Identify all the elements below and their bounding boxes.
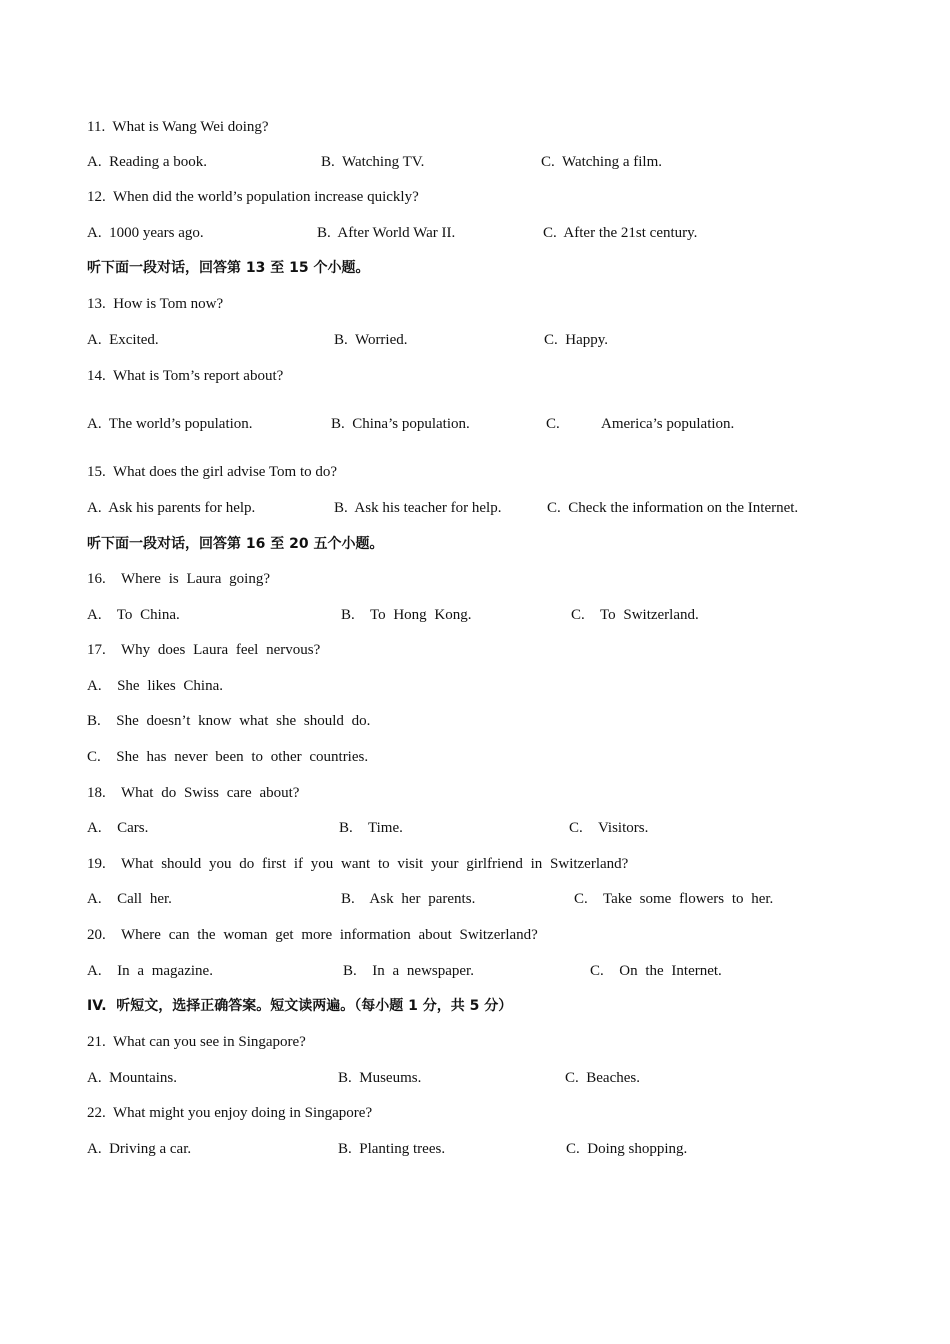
option-b: B. Time. [339,820,403,836]
option-a: A. Reading a book. [87,154,207,170]
option-b: B. To Hong Kong. [341,607,472,623]
option-c: C. After the 21st century. [543,225,698,241]
option-a: A. In a magazine. [87,963,213,979]
question-stem: 15. What does the girl advise Tom to do? [87,464,338,480]
option-a: A. Ask his parents for help. [87,500,256,516]
option-b: B. Ask her parents. [341,891,476,907]
option-b: B. In a newspaper. [343,963,474,979]
section-heading: 听下面一段对话，回答第 13 至 15 个小题。 [87,260,370,276]
option-a: A. Excited. [87,332,159,348]
question-stem: 13. How is Tom now? [87,296,224,312]
option-a: A. 1000 years ago. [87,225,204,241]
question-stem: 20. Where can the woman get more information about Switzerland? [87,927,538,943]
option-b: B. Ask his teacher for help. [334,500,502,516]
option-a: A. She likes China. [87,678,223,694]
option-c: C. To Switzerland. [571,607,699,623]
option-c: C. Doing shopping. [566,1141,688,1157]
option-c-text: America’s population. [601,416,735,432]
option-b: B. After World War II. [317,225,456,241]
option-a: A. Cars. [87,820,149,836]
option-a: A. Call her. [87,891,172,907]
option-a: A. The world’s population. [87,416,253,432]
option-b: B. Museums. [338,1070,422,1086]
option-c: C. Check the information on the Internet. [547,500,799,516]
option-c: C. Watching a film. [541,154,662,170]
question-stem: 14. What is Tom’s report about? [87,368,284,384]
section-heading: IV. 听短文，选择正确答案。短文读两遍。（每小题 1 分，共 5 分） [87,998,513,1014]
option-a: A. Mountains. [87,1070,177,1086]
option-b: B. China’s population. [331,416,470,432]
option-c: C. Happy. [544,332,609,348]
question-stem: 12. When did the world’s population increase quickly? [87,189,419,205]
option-b: B. Planting trees. [338,1141,446,1157]
option-c: C. Beaches. [565,1070,640,1086]
option-c: C. She has never been to other countries. [87,749,369,765]
question-stem: 18. What do Swiss care about? [87,785,300,801]
option-c: C. Take some flowers to her. [574,891,774,907]
question-stem: 21. What can you see in Singapore? [87,1034,306,1050]
section-heading: 听下面一段对话，回答第 16 至 20 五个小题。 [87,536,384,552]
option-a: A. To China. [87,607,180,623]
question-stem: 17. Why does Laura feel nervous? [87,642,321,658]
option-b: B. Watching TV. [321,154,425,170]
question-stem: 19. What should you do first if you want to visit your girlfriend in Switzerland? [87,856,629,872]
question-stem: 22. What might you enjoy doing in Singapore? [87,1105,373,1121]
question-stem: 16. Where is Laura going? [87,571,271,587]
option-c: C. Visitors. [569,820,649,836]
question-stem: 11. What is Wang Wei doing? [87,119,269,135]
option-a: A. Driving a car. [87,1141,192,1157]
option-c: C. On the Internet. [590,963,722,979]
option-b: B. Worried. [334,332,408,348]
option-c-letter: C. [546,416,560,432]
option-b: B. She doesn’t know what she should do. [87,713,371,729]
